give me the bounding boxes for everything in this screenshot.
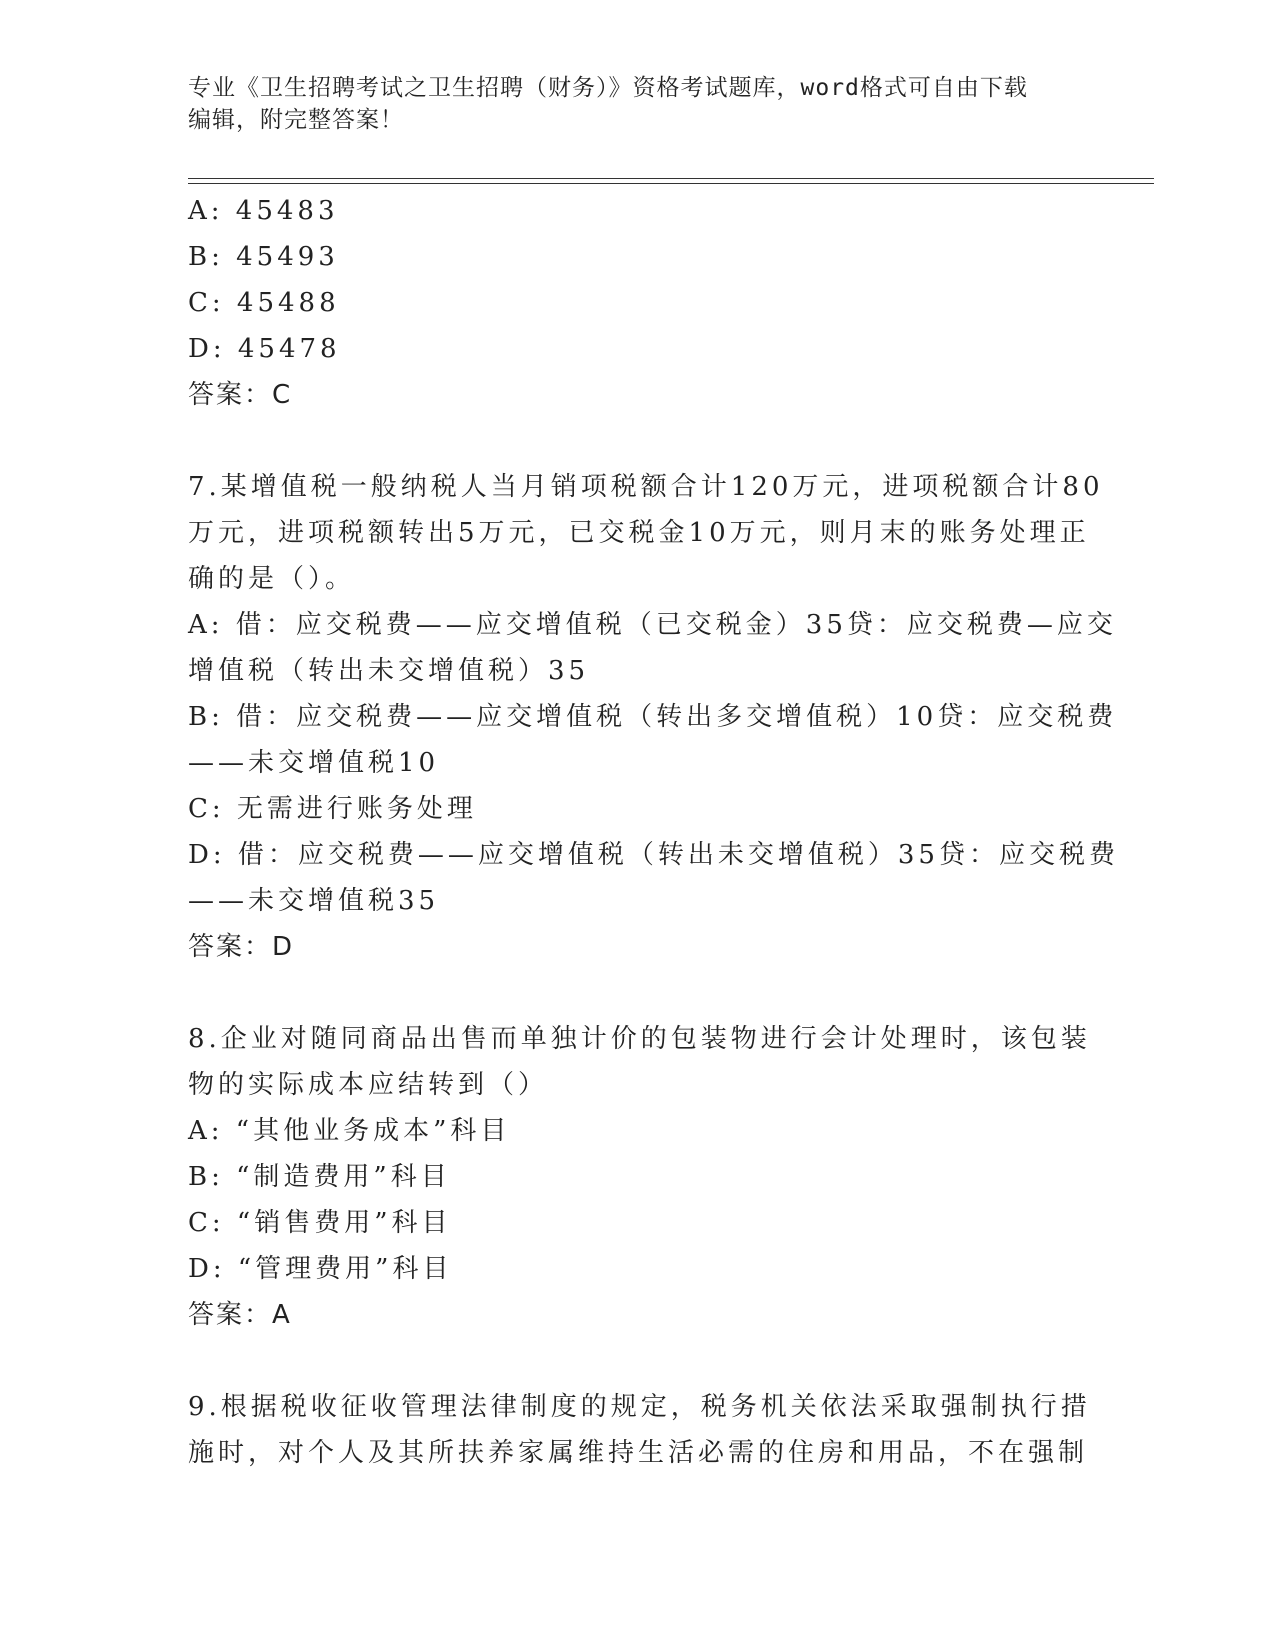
option-c: C: “销售费用”科目: [188, 1208, 452, 1238]
question-9: [188, 1384, 1091, 1476]
header-line: 专业《卫生招聘考试之卫生招聘（财务）》资格考试题库，word格式可自由下载: [188, 75, 1028, 101]
document-header: [188, 72, 1088, 136]
header-divider: [188, 178, 1154, 179]
header-divider: [188, 183, 1154, 184]
option-b: B: “制造费用”科目: [188, 1162, 451, 1192]
question-stem-line: 万元，进项税额转出5万元，已交税金10万元，则月末的账务处理正: [188, 518, 1090, 548]
spacer: [188, 1338, 1088, 1384]
question-stem-line: 物的实际成本应结转到（）: [188, 1070, 549, 1100]
answer-line: 答案：C: [188, 380, 293, 410]
option-d: D: 45478: [188, 334, 341, 364]
spacer: [188, 418, 1088, 464]
spacer: [188, 970, 1088, 1016]
question-6: [188, 188, 1088, 418]
question-stem-line: 8.企业对随同商品出售而单独计价的包装物进行会计处理时，该包装: [188, 1024, 1091, 1054]
option-d-continued: ——未交增值税35: [188, 886, 440, 916]
option-b-continued: ——未交增值税10: [188, 748, 440, 778]
option-c: C: 无需进行账务处理: [188, 794, 477, 824]
option-c: C: 45488: [188, 288, 340, 318]
option-d: D: 借：应交税费——应交增值税（转出未交增值税）35贷：应交税费: [188, 840, 1119, 870]
option-a: A: 借：应交税费——应交增值税（已交税金）35贷：应交税费—应交: [188, 610, 1117, 640]
option-a: A: “其他业务成本”科目: [188, 1116, 511, 1146]
answer-line: 答案：A: [188, 1300, 292, 1330]
option-a-continued: 增值税（转出未交增值税）35: [188, 656, 590, 686]
header-line: 编辑，附完整答案！: [188, 107, 404, 133]
question-list: [188, 188, 1119, 1476]
question-stem-line: 7.某增值税一般纳税人当月销项税额合计120万元，进项税额合计80: [188, 472, 1104, 502]
question-stem-line: 确的是（）。: [188, 564, 356, 594]
option-d: D: “管理费用”科目: [188, 1254, 453, 1284]
question-stem-line: 施时，对个人及其所扶养家属维持生活必需的住房和用品，不在强制: [188, 1438, 1089, 1468]
option-a: A: 45483: [188, 196, 339, 226]
question-stem-line: 9.根据税收征收管理法律制度的规定，税务机关依法采取强制执行措: [188, 1392, 1091, 1422]
option-b: B: 借：应交税费——应交增值税（转出多交增值税）10贷：应交税费: [188, 702, 1118, 732]
question-7: [188, 464, 1119, 970]
option-b: B: 45493: [188, 242, 339, 272]
answer-line: 答案：D: [188, 932, 295, 962]
question-8: [188, 1016, 1091, 1338]
